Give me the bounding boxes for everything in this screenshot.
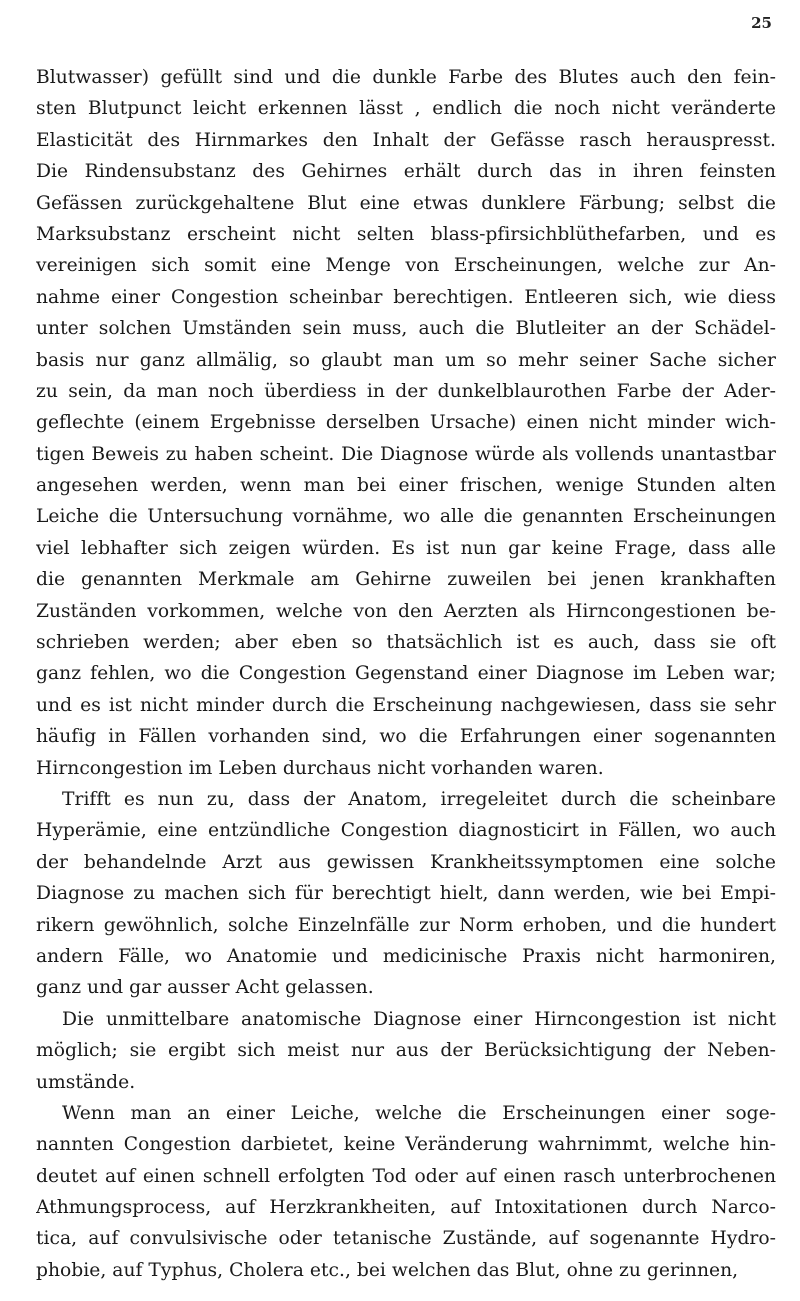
text-line: deutet auf einen schnell erfolgten Tod oder auf einen rasch unterbrochenen (36, 1165, 776, 1187)
text-line: vereinigen sich somit eine Menge von Erscheinungen, welche zur An- (36, 255, 776, 277)
text-line: häufig in Fällen vorhanden sind, wo die Erfahrungen einer sogenannten (36, 726, 776, 748)
text-line: ganz und gar ausser Acht gelassen. (36, 977, 374, 999)
text-line: sten Blutpunct leicht erkennen lässt , endlich die noch nicht veränderte (36, 98, 776, 120)
text-line: Athmungsprocess, auf Herzkrankheiten, auf Intoxitationen durch Narco- (36, 1197, 776, 1219)
text-line: umstände. (36, 1071, 136, 1093)
paragraph (36, 784, 776, 1004)
text-line: der behandelnde Arzt aus gewissen Krankheitssymptomen eine solche (36, 851, 776, 873)
text-line: rikern gewöhnlich, solche Einzelnfälle zur Norm erhoben, und die hundert (36, 914, 776, 936)
text-line: nahme einer Congestion scheinbar berechtigen. Entleeren sich, wie diess (36, 286, 776, 308)
text-line: Diagnose zu machen sich für berechtigt hielt, dann werden, wie bei Empi- (36, 883, 776, 905)
text-line: angesehen werden, wenn man bei einer frischen, wenige Stunden alten (36, 475, 776, 497)
text-line: ganz fehlen, wo die Congestion Gegenstand einer Diagnose im Leben war; (36, 663, 776, 685)
text-line: Zuständen vorkommen, welche von den Aerzten als Hirncongestionen be- (36, 600, 776, 622)
paragraph (36, 62, 776, 784)
text-line: und es ist nicht minder durch die Erscheinung nachgewiesen, dass sie sehr (36, 694, 776, 716)
text-line: Die Rindensubstanz des Gehirnes erhält durch das in ihren feinsten (36, 161, 776, 183)
text-line: tigen Beweis zu haben scheint. Die Diagnose würde als vollends unantastbar (36, 443, 776, 465)
page-number: 25 (751, 14, 772, 32)
text-line: unter solchen Umständen sein muss, auch die Blutleiter an der Schädel- (36, 318, 776, 340)
text-line: phobie, auf Typhus, Cholera etc., bei welchen das Blut, ohne zu gerinnen, (36, 1259, 739, 1281)
text-line: geflechte (einem Ergebnisse derselben Ursache) einen nicht minder wich- (36, 412, 776, 434)
text-line: Trifft es nun zu, dass der Anatom, irregeleitet durch die scheinbare (62, 788, 776, 810)
text-line: andern Fälle, wo Anatomie und medicinische Praxis nicht harmoniren, (36, 945, 776, 967)
text-line: die genannten Merkmale am Gehirne zuweilen bei jenen krankhaften (36, 569, 776, 591)
text-line: Gefässen zurückgehaltene Blut eine etwas dunklere Färbung; selbst die (36, 192, 776, 214)
paragraph (36, 1098, 776, 1286)
text-line: Hirncongestion im Leben durchaus nicht vorhanden waren. (36, 757, 604, 779)
text-line: Die unmittelbare anatomische Diagnose einer Hirncongestion ist nicht (62, 1008, 776, 1030)
text-line: Wenn man an einer Leiche, welche die Erscheinungen einer soge- (62, 1102, 776, 1124)
text-line: Hyperämie, eine entzündliche Congestion diagnosticirt in Fällen, wo auch (36, 820, 776, 842)
text-line: nannten Congestion darbietet, keine Veränderung wahrnimmt, welche hin- (36, 1134, 776, 1156)
text-line: tica, auf convulsivische oder tetanische Zustände, auf sogenannte Hydro- (36, 1228, 776, 1250)
paragraph (36, 1004, 776, 1098)
text-line: zu sein, da man noch überdiess in der dunkelblaurothen Farbe der Ader- (36, 380, 776, 402)
text-line: Marksubstanz erscheint nicht selten blass-pfirsichblüthefarben, und es (36, 223, 776, 245)
text-line: Blutwasser) gefüllt sind und die dunkle Farbe des Blutes auch den fein- (36, 67, 776, 88)
text-line: möglich; sie ergibt sich meist nur aus der Berücksichtigung der Neben- (36, 1040, 776, 1062)
text-line: schrieben werden; aber eben so thatsächlich ist es auch, dass sie oft (36, 632, 776, 654)
text-line: Elasticität des Hirnmarkes den Inhalt der Gefässe rasch herauspresst. (36, 129, 776, 151)
text-line: viel lebhafter sich zeigen würden. Es ist nun gar keine Frage, dass alle (36, 537, 776, 559)
text-line: Leiche die Untersuchung vornähme, wo alle die genannten Erscheinungen (36, 506, 776, 528)
body-text (36, 62, 776, 1286)
text-line: basis nur ganz allmälig, so glaubt man um so mehr seiner Sache sicher (36, 349, 776, 371)
